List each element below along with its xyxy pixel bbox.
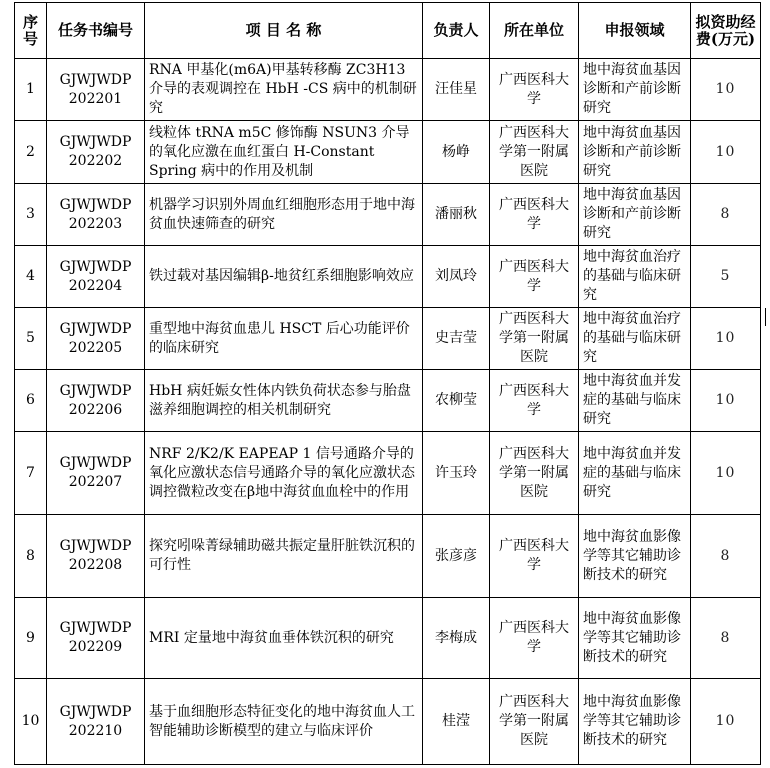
table-row <box>15 246 761 308</box>
table-row <box>15 598 761 679</box>
unit-cell: 广西医科大学第一附属医院 <box>490 679 579 765</box>
code-prefix: GJWJWDP <box>59 455 132 471</box>
seq-cell: 5 <box>15 308 47 370</box>
title-cell: 线粒体 tRNA m5C 修饰酶 NSUN3 介导的氧化应激在血红蛋白 H-Constant Spring 病中的作用及机制 <box>145 121 423 184</box>
header-code: 任务书编号 <box>47 3 145 59</box>
leader-cell: 农柳莹 <box>423 370 490 432</box>
leader-cell: 杨峥 <box>423 121 490 184</box>
page-edge-mark <box>765 308 766 326</box>
table-row <box>15 59 761 121</box>
title-cell: NRF 2/K2/K EAPEAP 1 信号通路介导的氧化应激状态信号通路介导的氧化应激状态调控微粒改变在β地中海贫血血栓中的作用 <box>145 432 423 515</box>
fund-cell: 8 <box>691 598 761 679</box>
code-cell <box>47 598 145 679</box>
field-cell: 地中海贫血影像学等其它辅助诊断技术的研究 <box>579 598 691 679</box>
code-number: 202208 <box>68 557 123 573</box>
header-title: 项 目 名 称 <box>145 3 423 59</box>
code-cell <box>47 515 145 598</box>
header-row <box>15 3 761 59</box>
table-row <box>15 370 761 432</box>
header-fund: 拟资助经费(万元) <box>691 3 761 59</box>
title-cell: 铁过载对基因编辑β-地贫红系细胞影响效应 <box>145 246 423 308</box>
code-cell <box>47 370 145 432</box>
title-cell: 基于血细胞形态特征变化的地中海贫血人工智能辅助诊断模型的建立与临床评价 <box>145 679 423 765</box>
field-cell: 地中海贫血并发症的基础与临床研究 <box>579 432 691 515</box>
title-cell: MRI 定量地中海贫血垂体铁沉积的研究 <box>145 598 423 679</box>
header-seq: 序号 <box>15 3 47 59</box>
field-cell: 地中海贫血治疗的基础与临床研究 <box>579 246 691 308</box>
fund-cell: 10 <box>691 59 761 121</box>
title-cell: RNA 甲基化(m6A)甲基转移酶 ZC3H13 介导的表观调控在 HbH -CS 病中的机制研究 <box>145 59 423 121</box>
code-cell <box>47 432 145 515</box>
code-number: 202207 <box>68 474 123 490</box>
code-number: 202201 <box>68 90 123 107</box>
code-prefix: GJWJWDP <box>59 134 132 150</box>
fund-cell: 8 <box>691 184 761 246</box>
code-number: 202205 <box>68 339 123 356</box>
table-row <box>15 679 761 765</box>
seq-cell: 2 <box>15 121 47 184</box>
seq-cell: 10 <box>15 679 47 765</box>
code-prefix: GJWJWDP <box>59 320 132 337</box>
title-cell: 机器学习识别外周血红细胞形态用于地中海贫血快速筛查的研究 <box>145 184 423 246</box>
field-cell: 地中海贫血基因诊断和产前诊断研究 <box>579 121 691 184</box>
project-table <box>14 2 761 765</box>
field-cell: 地中海贫血基因诊断和产前诊断研究 <box>579 59 691 121</box>
fund-cell: 5 <box>691 246 761 308</box>
seq-cell: 6 <box>15 370 47 432</box>
leader-cell: 张彦彦 <box>423 515 490 598</box>
header-leader: 负责人 <box>423 3 490 59</box>
title-cell: 探究吲哚菁绿辅助磁共振定量肝脏铁沉积的可行性 <box>145 515 423 598</box>
fund-cell: 10 <box>691 121 761 184</box>
field-cell: 地中海贫血影像学等其它辅助诊断技术的研究 <box>579 679 691 765</box>
code-number: 202210 <box>68 722 123 739</box>
leader-cell: 刘凤玲 <box>423 246 490 308</box>
code-prefix: GJWJWDP <box>59 71 132 88</box>
table-row <box>15 432 761 515</box>
field-cell: 地中海贫血基因诊断和产前诊断研究 <box>579 184 691 246</box>
code-prefix: GJWJWDP <box>59 620 132 636</box>
header-unit: 所在单位 <box>490 3 579 59</box>
field-cell: 地中海贫血影像学等其它辅助诊断技术的研究 <box>579 515 691 598</box>
leader-cell: 许玉玲 <box>423 432 490 515</box>
table-row <box>15 184 761 246</box>
code-prefix: GJWJWDP <box>59 382 132 399</box>
field-cell: 地中海贫血并发症的基础与临床研究 <box>579 370 691 432</box>
code-cell <box>47 308 145 370</box>
code-number: 202209 <box>68 639 123 655</box>
code-prefix: GJWJWDP <box>59 258 132 275</box>
code-number: 202206 <box>68 401 123 418</box>
title-cell: 重型地中海贫血患儿 HSCT 后心功能评价的临床研究 <box>145 308 423 370</box>
unit-cell: 广西医科大学第一附属医院 <box>490 432 579 515</box>
unit-cell: 广西医科大学 <box>490 246 579 308</box>
code-cell <box>47 121 145 184</box>
leader-cell: 史吉莹 <box>423 308 490 370</box>
code-prefix: GJWJWDP <box>59 703 132 720</box>
code-cell <box>47 679 145 765</box>
unit-cell: 广西医科大学 <box>490 184 579 246</box>
leader-cell: 李梅成 <box>423 598 490 679</box>
seq-cell: 3 <box>15 184 47 246</box>
unit-cell: 广西医科大学 <box>490 370 579 432</box>
leader-cell: 汪佳星 <box>423 59 490 121</box>
code-prefix: GJWJWDP <box>59 538 132 554</box>
code-number: 202203 <box>68 215 123 232</box>
unit-cell: 广西医科大学 <box>490 598 579 679</box>
seq-cell: 7 <box>15 432 47 515</box>
code-cell <box>47 246 145 308</box>
fund-cell: 10 <box>691 432 761 515</box>
code-cell <box>47 59 145 121</box>
table-row <box>15 121 761 184</box>
seq-cell: 1 <box>15 59 47 121</box>
seq-cell: 8 <box>15 515 47 598</box>
code-number: 202202 <box>68 153 123 169</box>
table-row <box>15 515 761 598</box>
code-prefix: GJWJWDP <box>59 196 132 213</box>
fund-cell: 10 <box>691 308 761 370</box>
fund-cell: 10 <box>691 679 761 765</box>
table-row <box>15 308 761 370</box>
code-cell <box>47 184 145 246</box>
unit-cell: 广西医科大学 <box>490 515 579 598</box>
field-cell: 地中海贫血治疗的基础与临床研究 <box>579 308 691 370</box>
unit-cell: 广西医科大学第一附属医院 <box>490 121 579 184</box>
unit-cell: 广西医科大学 <box>490 59 579 121</box>
title-cell: HbH 病妊娠女性体内铁负荷状态参与胎盘滋养细胞调控的相关机制研究 <box>145 370 423 432</box>
unit-cell: 广西医科大学第一附属医院 <box>490 308 579 370</box>
fund-cell: 8 <box>691 515 761 598</box>
seq-cell: 9 <box>15 598 47 679</box>
leader-cell: 潘丽秋 <box>423 184 490 246</box>
fund-cell: 10 <box>691 370 761 432</box>
header-field: 申报领域 <box>579 3 691 59</box>
leader-cell: 桂滢 <box>423 679 490 765</box>
code-number: 202204 <box>68 277 123 294</box>
seq-cell: 4 <box>15 246 47 308</box>
